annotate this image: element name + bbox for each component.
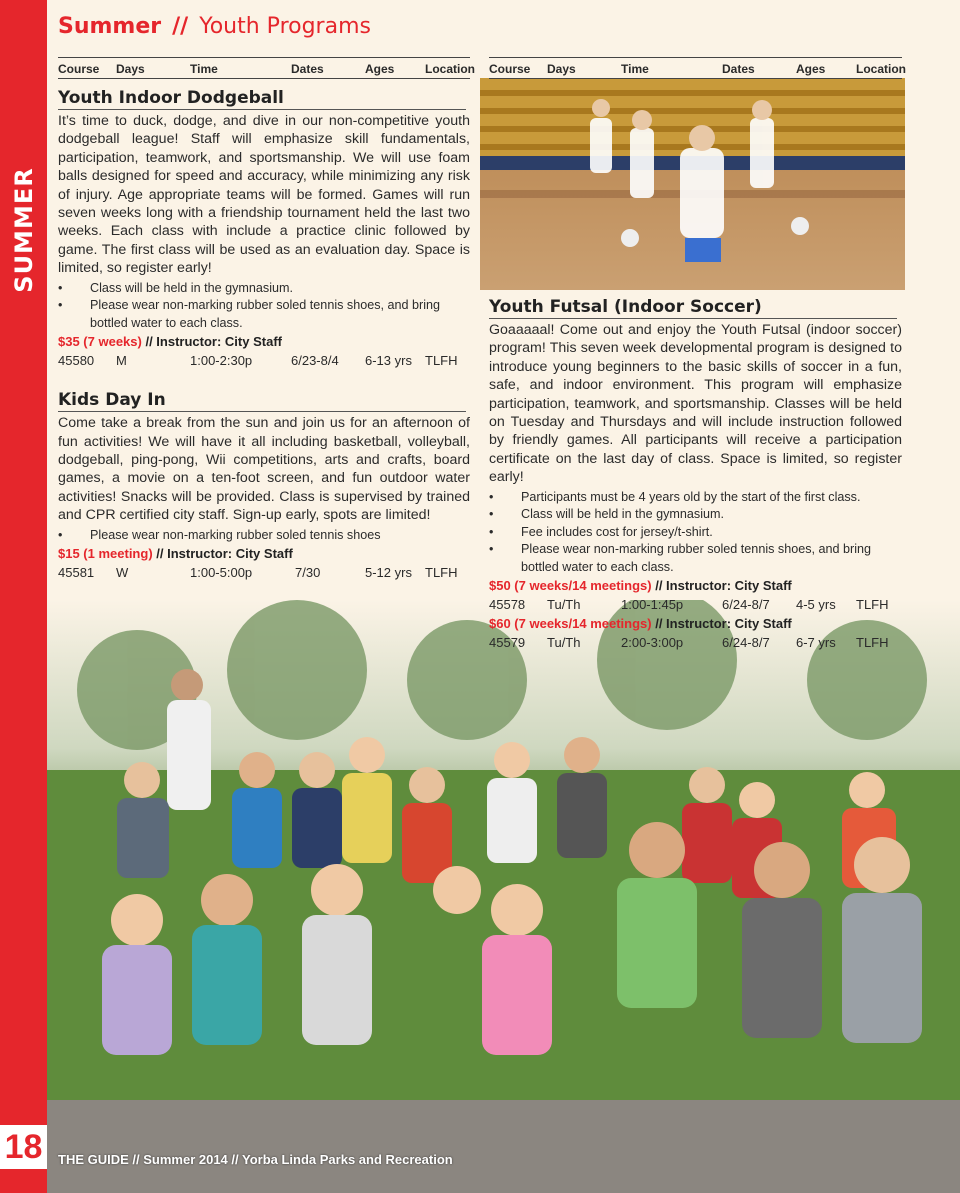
dates: 6/24-8/7 [722, 597, 770, 613]
header-ages: Ages [796, 62, 826, 76]
group-kids-photo [47, 600, 960, 1193]
left-column [58, 57, 475, 582]
location: TLFH [425, 353, 458, 369]
page-number: 18 [0, 1125, 47, 1169]
header-time: Time [621, 62, 649, 76]
sidebar-section-label [0, 160, 47, 300]
dodgeball-section [58, 88, 470, 370]
ages: 5-12 yrs [365, 565, 412, 581]
table-row [489, 633, 902, 652]
futsal-title: Youth Futsal (Indoor Soccer) [489, 297, 897, 319]
list-item: • Class will be held in the gymnasium. [489, 507, 724, 522]
page-title [58, 14, 371, 39]
futsal-description: Goaaaaal! Come out and enjoy the Youth Futsal (indoor soccer) program! This seven week developmental program is designed to introduce young beginners to the basic skills of soccer in a fun, safe, and indoor environment. This program will emphasize participation, teamwork, and sportsmanship. Classes will be held on Tuesday and Thursdays and will include instruction followed by friendly games. All participants will receive a participation certificate on the last day of class. Space is limited, so register early! [489, 322, 902, 486]
price: $50 (7 weeks/14 meetings) [489, 578, 652, 594]
list-item: • Class will be held in the gymnasium. [58, 280, 293, 295]
kidsday-description: Come take a break from the sun and join us for an afternoon of fun activities! We will have it all including basketball, volleyball, dodgeball, ping-pong, Wii competitions, arts and crafts, board games, a movie on a ten-foot screen, and fun outdoor water activities! Snacks will be provided. Class is supervised by trained and CPR certified city staff. Sign-up early, spots are limited! [58, 415, 470, 524]
ages: 6-13 yrs [365, 353, 412, 369]
sidebar-label-text: SUMMER [9, 167, 38, 293]
header-dates: Dates [722, 62, 755, 76]
location: TLFH [856, 635, 889, 651]
dates: 6/24-8/7 [722, 635, 770, 651]
schedule-table-header-right [489, 57, 906, 79]
course-number: 45580 [58, 353, 95, 369]
days: W [116, 565, 129, 581]
section-name: Summer [58, 14, 162, 39]
location: TLFH [856, 597, 889, 613]
kidsday-price-line [58, 545, 470, 563]
section-subtitle: Youth Programs [199, 14, 371, 39]
list-item: • Fee includes cost for jersey/t-shirt. [489, 524, 713, 539]
list-item: • Participants must be 4 years old by the start of the first class. [489, 489, 861, 504]
dates: 6/23-8/4 [291, 353, 339, 369]
header-course: Course [489, 62, 531, 76]
header-days: Days [116, 62, 145, 76]
kidsday-section [58, 390, 470, 582]
price: $15 (1 meeting) [58, 546, 153, 562]
title-separator: // [172, 14, 189, 39]
schedule-table-header-left [58, 57, 475, 79]
futsal-section [489, 297, 902, 652]
course-number: 45579 [489, 635, 526, 651]
list-item: • Please wear non-marking rubber soled tennis shoes [58, 527, 381, 542]
futsal-price-line-2 [489, 615, 902, 633]
sidebar [0, 0, 47, 1193]
dodgeball-price-line [58, 333, 470, 351]
time: 1:00-5:00p [190, 565, 253, 581]
header-location: Location [856, 62, 906, 76]
futsal-notes [489, 489, 902, 577]
dates: 7/30 [295, 565, 321, 581]
dodgeball-description: It’s time to duck, dodge, and dive in our non-competitive youth dodgeball league! Staff will emphasize skill fundamentals, participation, teamwork, and sportsmanship. We will use foam balls designed for speed and accuracy, while minimizing any risk of injury. Age appropriate teams will be formed. Games will run seven weeks long with a friendship tournament held the last two weeks. Each class with include a practice clinic followed by game. The first class will be used as an evaluation day. Space is limited, so register early! [58, 113, 470, 277]
ages: 4-5 yrs [796, 597, 836, 613]
header-time: Time [190, 62, 218, 76]
table-row [489, 595, 902, 614]
instructor: // Instructor: City Staff [145, 334, 282, 350]
time: 1:00-1:45p [621, 597, 684, 613]
kidsday-notes [58, 527, 470, 545]
list-item: • Please wear non-marking rubber soled tennis shoes, and bring bottled water to each class. [489, 542, 872, 574]
ages: 6-7 yrs [796, 635, 836, 651]
price: $35 (7 weeks) [58, 334, 142, 350]
table-row [58, 351, 470, 370]
days: Tu/Th [547, 635, 581, 651]
location: TLFH [425, 565, 458, 581]
right-column [489, 57, 906, 652]
header-days: Days [547, 62, 576, 76]
kidsday-title: Kids Day In [58, 390, 466, 412]
instructor: // Instructor: City Staff [655, 578, 792, 594]
footer-text: THE GUIDE // Summer 2014 // Yorba Linda Parks and Recreation [58, 1152, 453, 1167]
group-kids-photo-image [47, 600, 960, 1193]
days: M [116, 353, 127, 369]
course-number: 45581 [58, 565, 95, 581]
instructor: // Instructor: City Staff [655, 616, 792, 632]
time: 2:00-3:00p [621, 635, 684, 651]
dodgeball-title: Youth Indoor Dodgeball [58, 88, 466, 110]
list-item: • Please wear non-marking rubber soled tennis shoes, and bring bottled water to each class. [58, 298, 441, 330]
course-number: 45578 [489, 597, 526, 613]
header-course: Course [58, 62, 100, 76]
header-location: Location [425, 62, 475, 76]
table-row [58, 563, 470, 582]
dodgeball-notes [58, 280, 470, 333]
days: Tu/Th [547, 597, 581, 613]
time: 1:00-2:30p [190, 353, 253, 369]
futsal-price-line-1 [489, 577, 902, 595]
price: $60 (7 weeks/14 meetings) [489, 616, 652, 632]
header-ages: Ages [365, 62, 395, 76]
header-dates: Dates [291, 62, 324, 76]
instructor: // Instructor: City Staff [156, 546, 293, 562]
